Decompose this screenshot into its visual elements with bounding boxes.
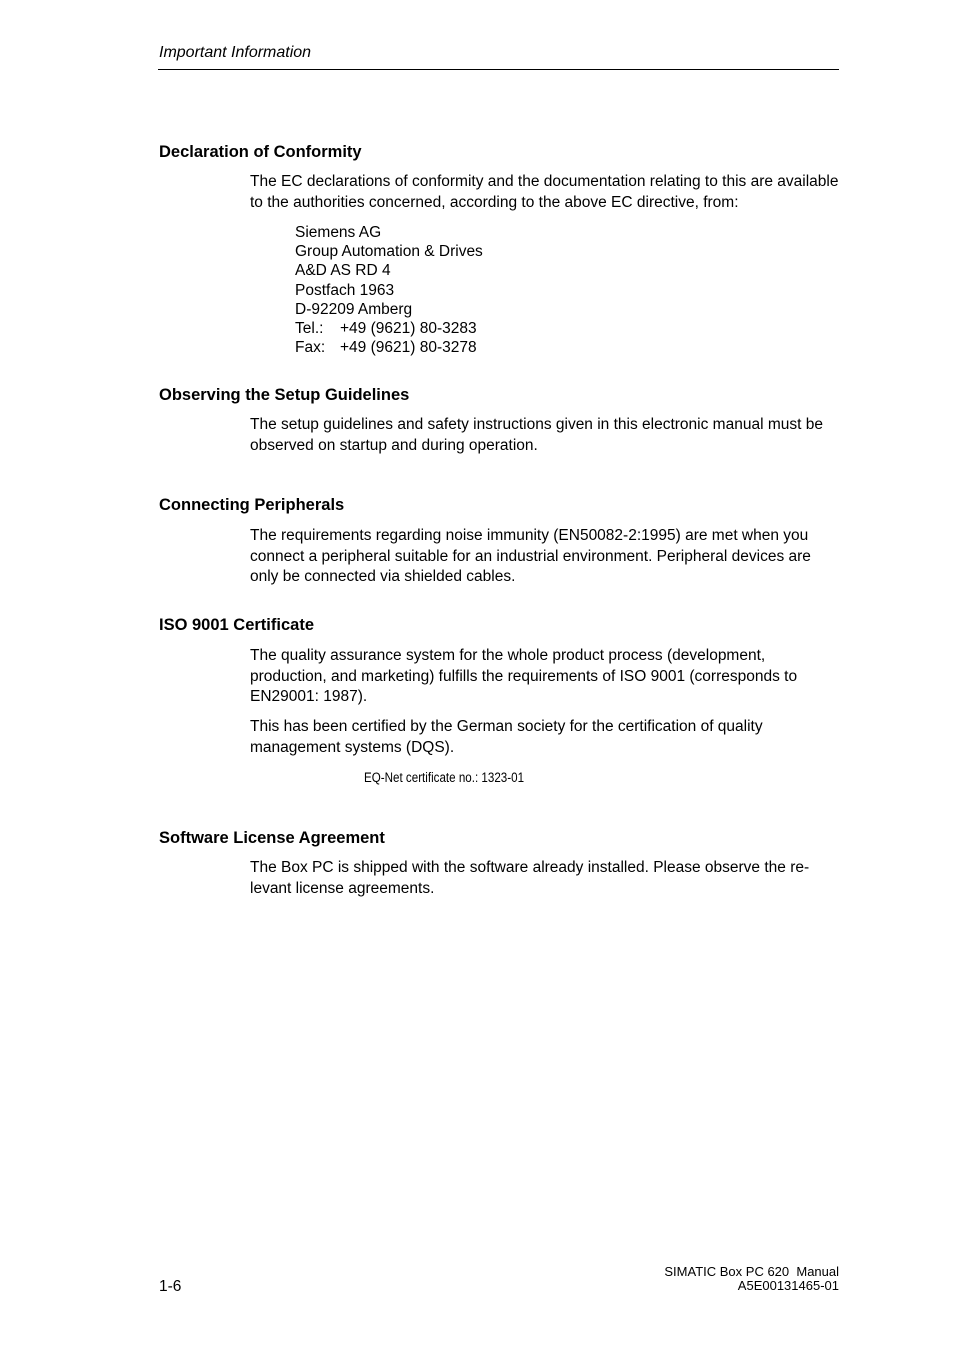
setup-paragraph: The setup guidelines and safety instructions given in this electronic manual must be observed on startup and during operation. (250, 416, 823, 454)
fax-label: Fax: (295, 339, 326, 357)
address-line: D-92209 Amberg (295, 300, 413, 318)
heading-connecting-peripherals: Connecting Peripherals (159, 496, 345, 514)
iso-paragraph-2: This has been certified by the German society for the certification of quality management systems (DQS). (250, 718, 763, 756)
heading-software-license: Software License Agreement (159, 829, 385, 847)
license-paragraph: The Box PC is shipped with the software already installed. Please observe the re-levant license agreements. (250, 859, 810, 897)
address-line: Siemens AG (295, 224, 382, 241)
telephone-value: +49 (9621) 80-3283 (340, 320, 477, 338)
iso-paragraph-1: The quality assurance system for the whole product process (development, production, and marketing) fulfills the requirements of ISO 9001 (corresponds to EN29001: 1987). (250, 647, 798, 705)
address-line: Group Automation & Drives (295, 243, 483, 261)
address-line: Postfach 1963 (295, 281, 395, 299)
fax-value: +49 (9621) 80-3278 (340, 339, 477, 357)
heading-iso-certificate: ISO 9001 Certificate (159, 616, 314, 634)
footer-manual-info (664, 1265, 839, 1293)
telephone-label: Tel.: (295, 320, 324, 338)
fax-line (295, 338, 483, 357)
heading-setup-guidelines: Observing the Setup Guidelines (159, 386, 410, 404)
address-block (295, 223, 483, 357)
address-line: A&D AS RD 4 (295, 262, 391, 280)
page-number: 1-6 (159, 1278, 182, 1295)
peripherals-paragraph: The requirements regarding noise immunity (EN50082-2:1995) are met when you connect a peripheral suitable for an industrial environment. Peripheral devices are only be connected via shielded cables. (250, 527, 811, 585)
conformity-paragraph: The EC declarations of conformity and the documentation relating to this are available to the authorities concerned, according to the above EC directive, from: (250, 173, 839, 211)
running-header: Important Information (159, 44, 312, 61)
header-divider (158, 69, 839, 70)
document-number: A5E00131465-01 (737, 1278, 839, 1293)
certificate-number: EQ-Net certificate no.: 1323-01 (364, 770, 525, 785)
heading-declaration-of-conformity: Declaration of Conformity (159, 143, 362, 161)
manual-title: SIMATIC Box PC 620 Manual (664, 1264, 839, 1279)
telephone-line (295, 319, 483, 338)
